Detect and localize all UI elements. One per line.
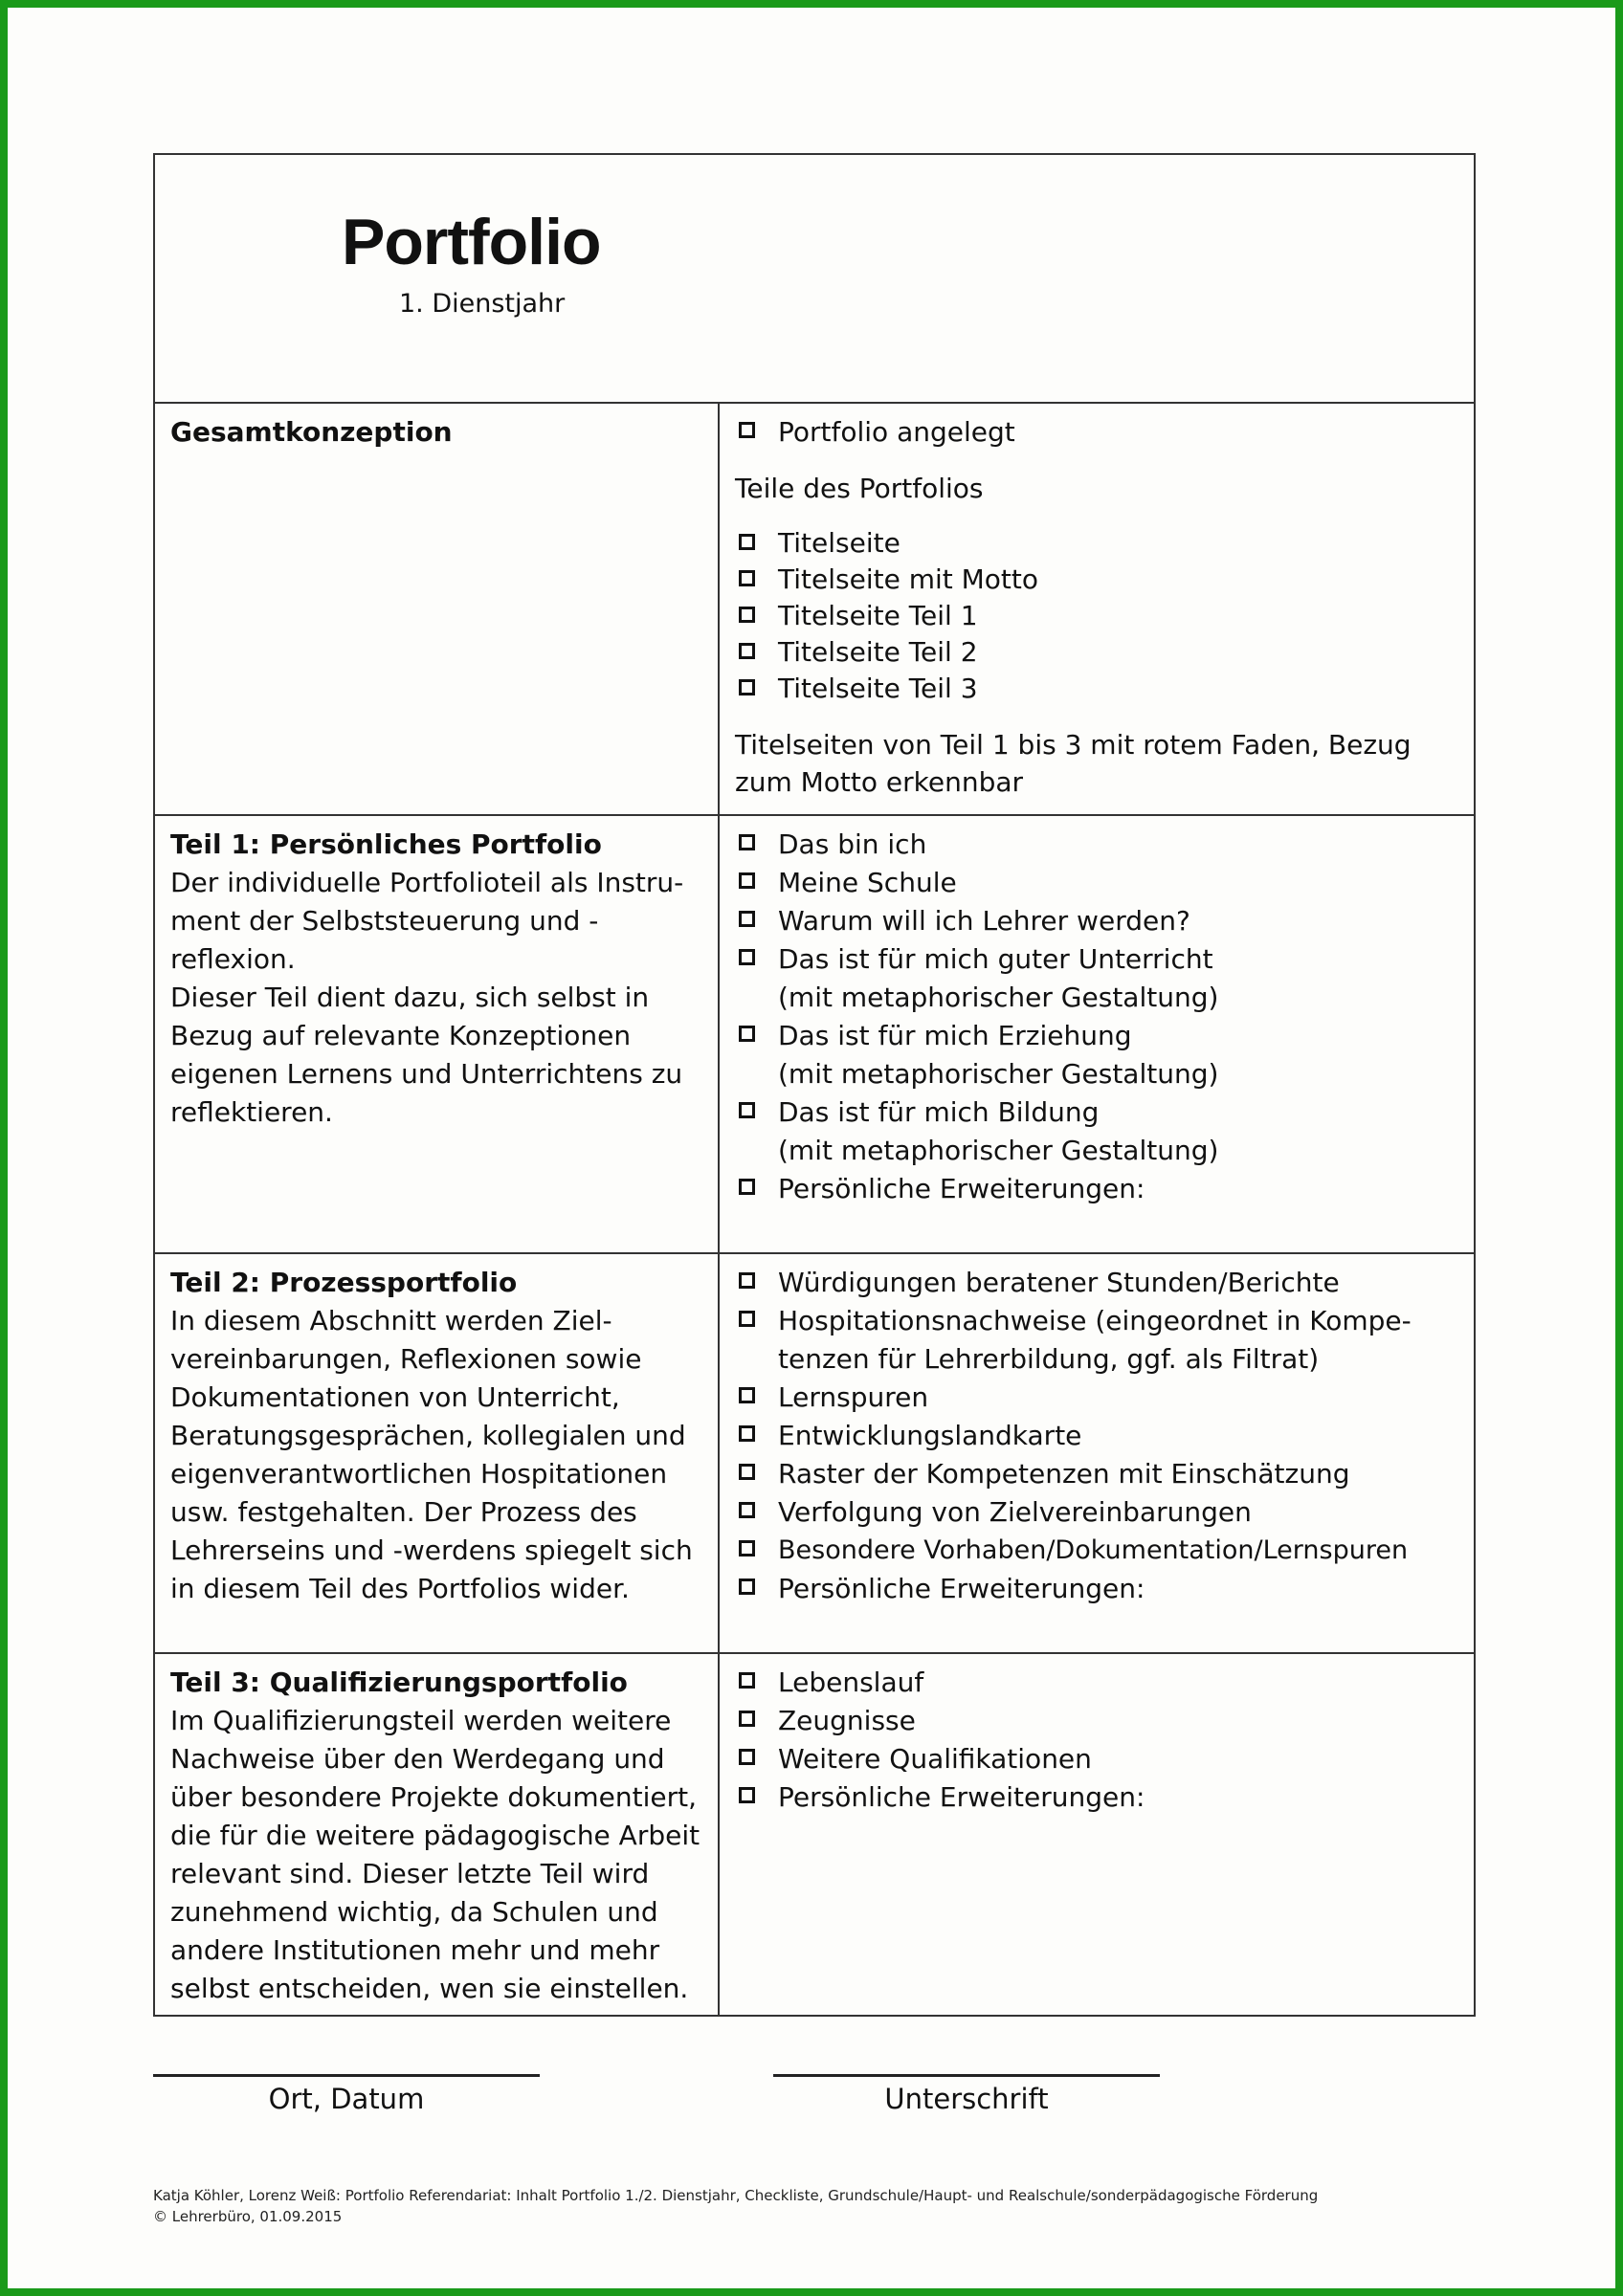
section-label-cell	[155, 1254, 720, 1652]
checkbox[interactable]	[739, 534, 755, 550]
checklist-item	[735, 1017, 1460, 1093]
checkbox[interactable]	[739, 1540, 755, 1556]
checklist-cell	[720, 1254, 1474, 1652]
checklist-item-label: Lernspuren	[778, 1381, 929, 1413]
checkbox[interactable]	[739, 1578, 755, 1595]
section-note: Titelseiten von Teil 1 bis 3 mit rotem Faden, Bezug zum Motto erkennbar	[735, 729, 1412, 798]
document-subtitle: 1. Dienstjahr	[399, 289, 566, 319]
checkbox[interactable]	[739, 834, 755, 850]
checklist-item-label: Titelseite Teil 3	[778, 673, 978, 704]
section-description: Im Qualifizierungsteil werden weitere Nachweise über den Werdegang und über besondere Projekte dokumentiert, die für die weitere pädagogische Arbeit relevant sind. Dieser letzte Teil wird zunehmend wichtig, da Schulen und andere Institutionen mehr und mehr selbst entscheiden, wen sie einstellen.	[170, 1705, 700, 2004]
checkbox[interactable]	[739, 607, 755, 623]
section-teil-2	[155, 1254, 1474, 1654]
checkbox[interactable]	[739, 1272, 755, 1289]
document-title: Portfolio	[342, 206, 601, 278]
checklist-item-label: Raster der Kompetenzen mit Einschätzung	[778, 1458, 1350, 1490]
checklist-item-label: Das ist für mich Bildung (mit metaphorischer Gestaltung)	[778, 1096, 1219, 1166]
checklist-item	[735, 671, 1460, 707]
checklist-item	[735, 902, 1460, 940]
checklist-item-label: Persönliche Erweiterungen:	[778, 1573, 1145, 1604]
section-teil-3	[155, 1654, 1474, 2015]
checkbox[interactable]	[739, 1464, 755, 1480]
checkbox[interactable]	[739, 679, 755, 695]
checkbox[interactable]	[739, 872, 755, 889]
header-cell	[155, 155, 1474, 404]
checkbox[interactable]	[739, 1502, 755, 1518]
checkbox[interactable]	[739, 643, 755, 659]
footer	[153, 2185, 1318, 2227]
checklist-item-label: Titelseite mit Motto	[778, 563, 1039, 595]
checklist-item-label: Persönliche Erweiterungen:	[778, 1781, 1145, 1813]
checklist-item-label: Hospitationsnachweise (eingeordnet in Kompe- tenzen für Lehrerbildung, ggf. als Filtrat)	[778, 1305, 1412, 1375]
checklist-cell	[720, 816, 1474, 1252]
checkbox[interactable]	[739, 1787, 755, 1803]
signature-label: Unterschrift	[884, 2083, 1049, 2115]
footer-citation: Katja Köhler, Lorenz Weiß: Portfolio Referendariat: Inhalt Portfolio 1./2. Dienstjahr, Checkliste, Grundschule/Haupt- und Realschule/sonderpädagogische Förderung	[153, 2187, 1319, 2204]
checkbox[interactable]	[739, 949, 755, 965]
checklist-item-label: Portfolio angelegt	[778, 416, 1015, 448]
checklist-item-label: Entwicklungslandkarte	[778, 1420, 1082, 1451]
section-label-cell	[155, 1654, 720, 2015]
section-title: Teil 2: Prozessportfolio	[170, 1267, 518, 1298]
checklist-item	[735, 1570, 1460, 1608]
checklist-item	[735, 940, 1460, 1017]
checklist-item	[735, 1702, 1460, 1740]
checklist-item-label: Meine Schule	[778, 867, 957, 898]
checklist-item	[735, 413, 1460, 451]
section-title: Teil 3: Qualifizierungsportfolio	[170, 1667, 628, 1698]
place-date-label: Ort, Datum	[268, 2083, 425, 2115]
section-label-cell	[155, 816, 720, 1252]
checklist-item	[735, 1302, 1460, 1379]
checklist-item	[735, 1264, 1460, 1302]
signature-line[interactable]	[773, 2074, 1160, 2115]
section-description: In diesem Abschnitt werden Ziel- vereinbarungen, Reflexionen sowie Dokumentationen von Unterricht, Beratungsgesprächen, kollegialen und eigenverantwortlichen Hospitationen usw. festgehalten. Der Prozess des Lehrerseins und -werdens spiegelt sich in diesem Teil des Portfolios wider.	[170, 1305, 693, 1604]
checkbox[interactable]	[739, 1749, 755, 1765]
checklist-item-label: Besondere Vorhaben/Dokumentation/Lernspuren	[778, 1535, 1409, 1565]
checklist-item-label: Titelseite Teil 2	[778, 636, 978, 668]
section-label-cell	[155, 404, 720, 814]
section-title: Gesamtkonzeption	[170, 416, 453, 448]
checklist-item	[735, 1740, 1460, 1778]
checklist-item-label: Weitere Qualifikationen	[778, 1743, 1092, 1775]
section-description: Der individuelle Portfolioteil als Instru- ment der Selbststeuerung und -reflexion. Dieser Teil dient dazu, sich selbst in Bezug auf relevante Konzeptionen eigenen Lernens und Unterrichtens zu reflektieren.	[170, 867, 684, 1128]
section-note: Teile des Portfolios	[735, 473, 984, 504]
checklist-item	[735, 826, 1460, 864]
checklist-item	[735, 562, 1460, 598]
checklist-item	[735, 525, 1460, 562]
checkbox[interactable]	[739, 422, 755, 438]
checkbox[interactable]	[739, 1425, 755, 1442]
checklist-item	[735, 1379, 1460, 1417]
section-title: Teil 1: Persönliches Portfolio	[170, 828, 602, 860]
checklist-item-label: Titelseite	[778, 527, 900, 559]
checkbox[interactable]	[739, 1026, 755, 1042]
checkbox[interactable]	[739, 1672, 755, 1689]
checklist-item-label: Persönliche Erweiterungen:	[778, 1173, 1145, 1204]
checklist-item	[735, 864, 1460, 902]
checklist-item-label: Verfolgung von Zielvereinbarungen	[778, 1496, 1252, 1528]
section-teil-1	[155, 816, 1474, 1254]
checklist-item	[735, 1493, 1460, 1532]
checklist-item-label: Warum will ich Lehrer werden?	[778, 905, 1190, 937]
checkbox[interactable]	[739, 1387, 755, 1403]
place-date-line[interactable]	[153, 2074, 540, 2115]
checklist-item	[735, 598, 1460, 634]
checklist	[735, 525, 1460, 707]
checkbox[interactable]	[739, 1179, 755, 1195]
checkbox[interactable]	[739, 1311, 755, 1327]
checklist-item-label: Das ist für mich Erziehung (mit metaphorischer Gestaltung)	[778, 1020, 1219, 1090]
checklist-item	[735, 1664, 1460, 1702]
section-gesamtkonzeption	[155, 404, 1474, 816]
checklist-item-label: Titelseite Teil 1	[778, 600, 978, 631]
checkbox[interactable]	[739, 1711, 755, 1727]
checklist-item	[735, 1417, 1460, 1455]
checklist-item	[735, 1093, 1460, 1170]
checklist-cell	[720, 404, 1474, 814]
footer-copyright: © Lehrerbüro, 01.09.2015	[153, 2208, 343, 2225]
checklist-item	[735, 634, 1460, 671]
checkbox[interactable]	[739, 570, 755, 586]
checklist-item-label: Lebenslauf	[778, 1667, 924, 1698]
checklist-cell	[720, 1654, 1474, 2015]
checklist-item-label: Das bin ich	[778, 828, 927, 860]
checkbox[interactable]	[739, 911, 755, 927]
checklist-item-label: Das ist für mich guter Unterricht (mit metaphorischer Gestaltung)	[778, 943, 1219, 1013]
checklist-item	[735, 1532, 1460, 1570]
checklist-item	[735, 1170, 1460, 1208]
checklist-item	[735, 1455, 1460, 1493]
checklist-item-label: Würdigungen beratener Stunden/Berichte	[778, 1267, 1340, 1298]
checklist-item	[735, 1778, 1460, 1817]
checkbox[interactable]	[739, 1102, 755, 1118]
portfolio-table	[153, 153, 1476, 2017]
checklist-item-label: Zeugnisse	[778, 1705, 916, 1736]
